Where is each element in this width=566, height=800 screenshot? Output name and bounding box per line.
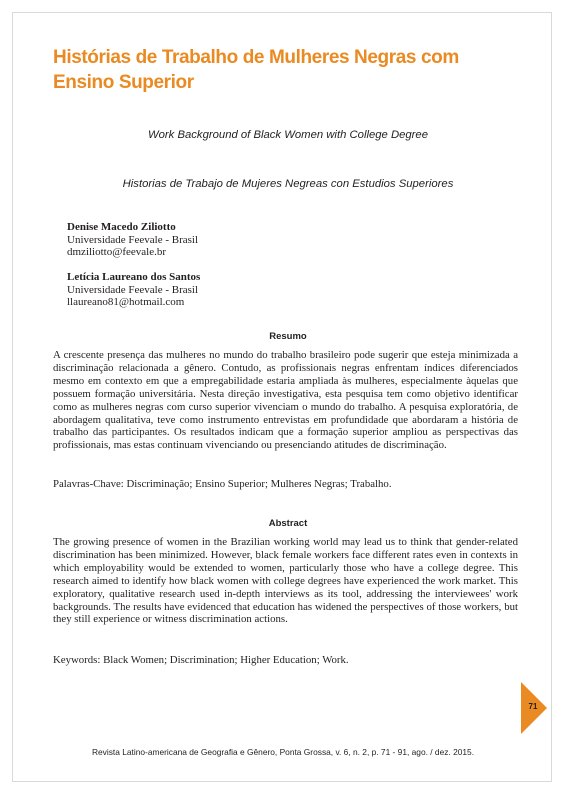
author-affiliation: Universidade Feevale - Brasil bbox=[67, 233, 199, 246]
article-title-line2: Ensino Superior bbox=[53, 72, 194, 93]
article-title-line1: Histórias de Trabalho de Mulheres Negras com bbox=[53, 47, 459, 68]
resumo-keywords: Palavras-Chave: Discriminação; Ensino Superior; Mulheres Negras; Trabalho. bbox=[53, 478, 392, 490]
resumo-text: A crescente presença das mulheres no mundo do trabalho brasileiro pode sugerir que esteja minimizada a discriminação relacionada a gênero. Contudo, as profissionais negras enfrentam índices diferenciados mesmo em contexto em que a empregabilidade estaria ampliada às mulheres, especialmente àquelas que possuem formação universitária. Nesta direção investigativa, esta pesquisa tem como objetivo identificar como as mulheres negras com curso superior vivenciam o mundo do trabalho. A pesquisa exploratória, de abordagem qualitativa, teve como instrumento entrevistas em profundidade que abordaram a história de trabalho das participantes. Os resultados indicam que a formação superior ampliou as perspectivas das profissionais, mas estas continuam vivenciando ou presenciando atitudes de discriminação. bbox=[53, 349, 518, 452]
author-affiliation: Universidade Feevale - Brasil bbox=[67, 283, 199, 296]
spanish-title: Historias de Trabajo de Mujeres Negreas con Estudios Superiores bbox=[122, 178, 454, 190]
author-email: llaureano81@hotmail.com bbox=[67, 296, 185, 308]
resumo-heading: Resumo bbox=[269, 331, 307, 342]
author-name: Letícia Laureano dos Santos bbox=[67, 271, 201, 283]
author-email: dmziliotto@feevale.br bbox=[67, 246, 167, 258]
abstract-heading: Abstract bbox=[268, 518, 308, 529]
author-block bbox=[67, 271, 487, 309]
author-block bbox=[67, 221, 487, 259]
article-title bbox=[53, 45, 523, 95]
page-number: 71 bbox=[528, 702, 538, 711]
abstract-keywords: Keywords: Black Women; Discrimination; Higher Education; Work. bbox=[53, 654, 349, 666]
english-title: Work Background of Black Women with College Degree bbox=[147, 129, 429, 141]
abstract-text: The growing presence of women in the Brazilian working world may lead us to think that gender-related discrimination has been minimized. However, black female workers face different rates even in contexts in which employability would be extended to women, particularly those who have a college degree. This research aimed to identify how black women with college degrees have experienced the work market. This exploratory, qualitative research used in-depth interviews as its tool, addressing the interviewees' work backgrounds. The results have evidenced that education has widened the perspectives of those workers, but they still experience or witness discrimination actions. bbox=[53, 536, 518, 626]
author-name: Denise Macedo Ziliotto bbox=[67, 221, 176, 233]
journal-footer: Revista Latino-americana de Geografia e Gênero, Ponta Grossa, v. 6, n. 2, p. 71 - 91, ago. / dez. 2015. bbox=[91, 747, 475, 757]
